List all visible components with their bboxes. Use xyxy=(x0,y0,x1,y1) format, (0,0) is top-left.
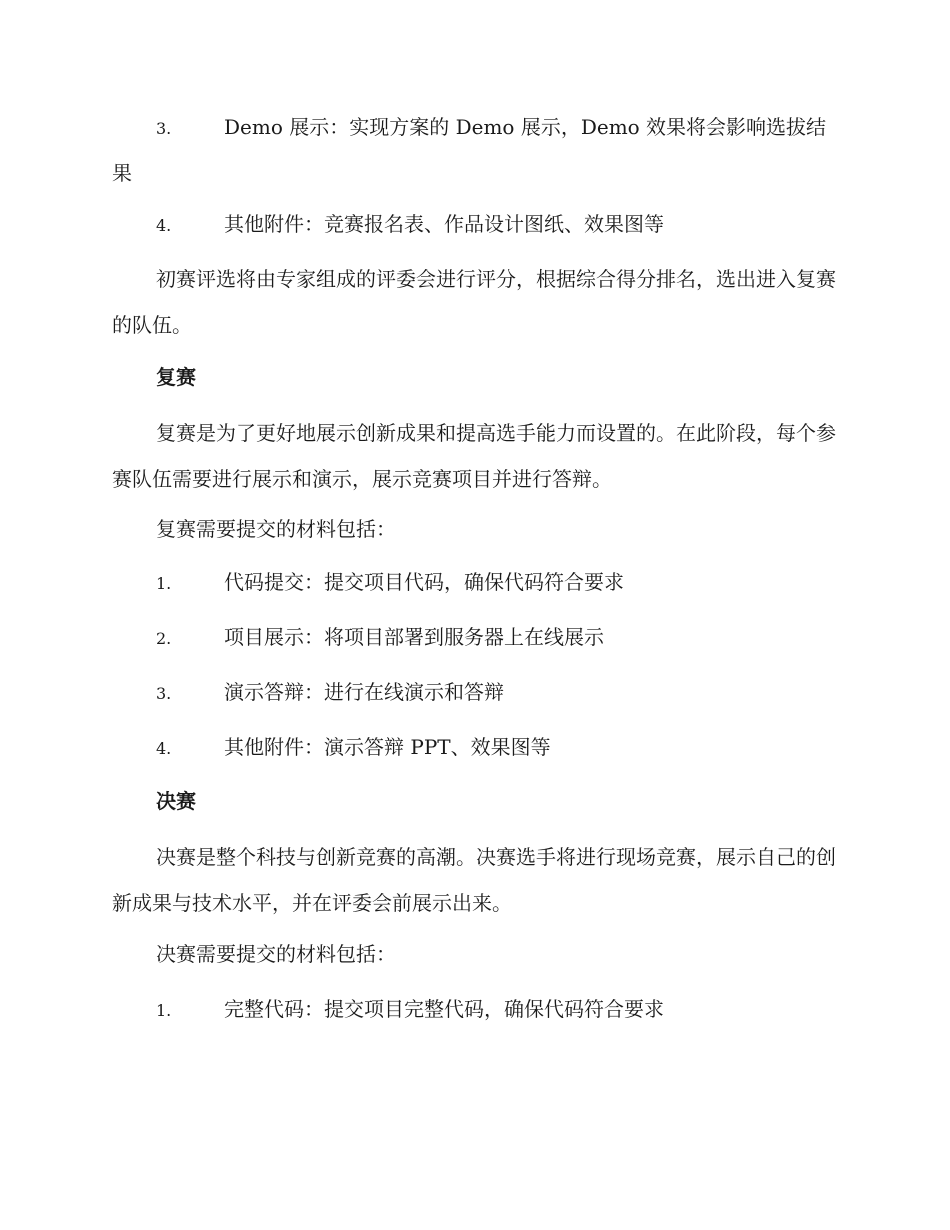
list-text: 演示答辩：进行在线演示和答辩 xyxy=(224,680,504,704)
paragraph-semifinal-intro: 复赛是为了更好地展示创新成果和提高选手能力而设置的。在此阶段，每个参赛队伍需要进行展示和演示，展示竞赛项目并进行答辩。 xyxy=(112,421,836,491)
list-text: 其他附件：演示答辩 PPT、效果图等 xyxy=(224,735,551,759)
list-number: 3. xyxy=(156,119,172,138)
list-text: Demo 展示：实现方案的 Demo 展示，Demo 效果将会影响选拔结果 xyxy=(112,115,827,185)
list-number: 3. xyxy=(156,684,172,703)
list-item xyxy=(156,677,836,709)
paragraph-final-materials: 决赛需要提交的材料包括： xyxy=(156,942,396,966)
list-item xyxy=(156,732,836,764)
heading-semifinal: 复赛 xyxy=(156,365,196,389)
list-number: 4. xyxy=(156,216,172,235)
heading-final: 决赛 xyxy=(156,789,196,813)
paragraph-semifinal-materials: 复赛需要提交的材料包括： xyxy=(156,517,396,541)
list-number: 1. xyxy=(156,1001,172,1020)
list-item xyxy=(156,567,836,599)
list-text: 其他附件：竞赛报名表、作品设计图纸、效果图等 xyxy=(224,212,664,236)
list-item-demo xyxy=(112,105,838,195)
list-number: 2. xyxy=(156,629,172,648)
list-text: 项目展示：将项目部署到服务器上在线展示 xyxy=(224,625,604,649)
list-number: 4. xyxy=(156,739,172,758)
list-text: 完整代码：提交项目完整代码，确保代码符合要求 xyxy=(224,997,664,1021)
paragraph-prelim-review: 初赛评选将由专家组成的评委会进行评分，根据综合得分排名，选出进入复赛的队伍。 xyxy=(112,267,836,337)
list-number: 1. xyxy=(156,574,172,593)
paragraph-final-intro: 决赛是整个科技与创新竞赛的高潮。决赛选手将进行现场竞赛，展示自己的创新成果与技术水平，并在评委会前展示出来。 xyxy=(112,845,836,915)
list-item xyxy=(156,622,836,654)
list-text: 代码提交：提交项目代码，确保代码符合要求 xyxy=(224,570,624,594)
list-item-attachments xyxy=(156,209,836,241)
list-item xyxy=(156,994,836,1026)
